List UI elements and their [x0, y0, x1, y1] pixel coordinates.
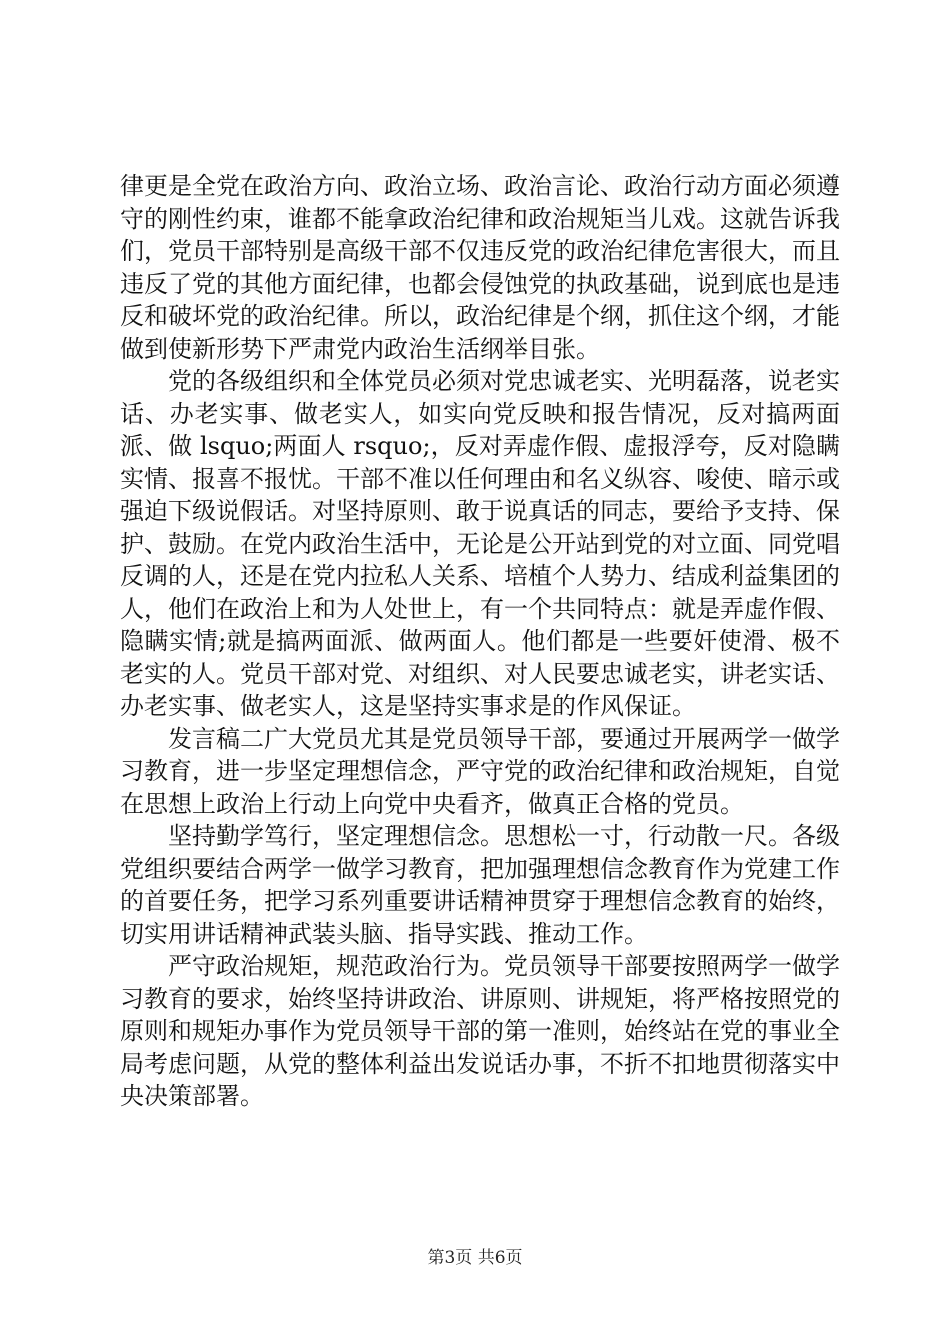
paragraph-2: 党的各级组织和全体党员必须对党忠诚老实、光明磊落，说老实话、办老实事、做老实人，如实向党反映和报告情况，反对搞两面派、做 lsquo;两面人 rsquo;，反对弄虚作假、虚报浮夸，反对隐瞒实情、报喜不报忧。干部不准以任何理由和名义纵容、唆使、暗示或强迫下级说假话。对坚持原则、敢于说真话的同志，要给予支持、保护、鼓励。在党内政治生活中，无论是公开站到党的对立面、同党唱反调的人，还是在党内拉私人关系、培植个人势力、结成利益集团的人，他们在政治上和为人处世上，有一个共同特点：就是弄虚作假、隐瞒实情;就是搞两面派、做两面人。他们都是一些要奸使滑、极不老实的人。党员干部对党、对组织、对人民要忠诚老实，讲老实话、办老实事、做老实人，这是坚持实事求是的作风保证。 [120, 367, 840, 720]
paragraph-5: 严守政治规矩，规范政治行为。党员领导干部要按照两学一做学习教育的要求，始终坚持讲政治、讲原则、讲规矩，将严格按照党的原则和规矩办事作为党员领导干部的第一准则，始终站在党的事业全局考虑问题，从党的整体利益出发说话办事，不折不扣地贯彻落实中央决策部署。 [120, 952, 840, 1110]
paragraph-3: 发言稿二广大党员尤其是党员领导干部，要通过开展两学一做学习教育，进一步坚定理想信念，严守党的政治纪律和政治规矩，自觉在思想上政治上行动上向党中央看齐，做真正合格的党员。 [120, 724, 840, 818]
document-body [120, 170, 840, 1113]
page-number-footer: 第3页 共6页 [427, 1248, 523, 1268]
paragraph-4: 坚持勤学笃行，坚定理想信念。思想松一寸，行动散一尺。各级党组织要结合两学一做学习教育，把加强理想信念教育作为党建工作的首要任务，把学习系列重要讲话精神贯穿于理想信念教育的始终，切实用讲话精神武装头脑、指导实践、推动工作。 [120, 822, 840, 948]
paragraph-1: 律更是全党在政治方向、政治立场、政治言论、政治行动方面必须遵守的刚性约束，谁都不能拿政治纪律和政治规矩当儿戏。这就告诉我们，党员干部特别是高级干部不仅违反党的政治纪律危害很大，而且违反了党的其他方面纪律，也都会侵蚀党的执政基础，说到底也是违反和破坏党的政治纪律。所以，政治纪律是个纲，抓住这个纲，才能做到使新形势下严肃党内政治生活纲举目张。 [120, 172, 840, 363]
